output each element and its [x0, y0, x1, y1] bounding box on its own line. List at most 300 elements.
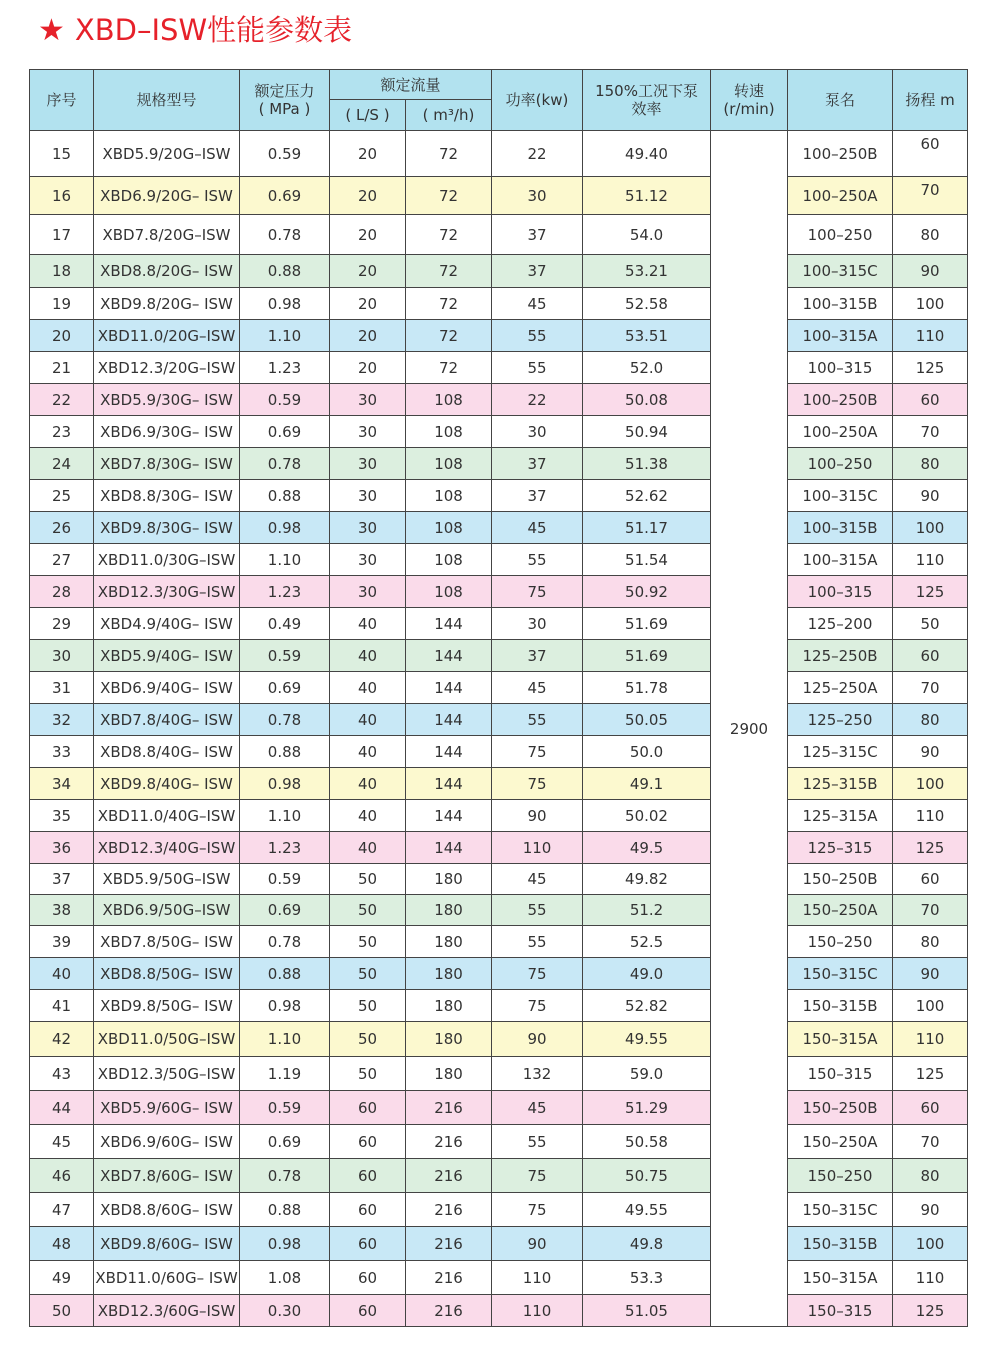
cell-mpa: 0.78: [240, 1159, 330, 1193]
table-row: [30, 320, 968, 352]
cell-m3h: 216: [406, 1159, 492, 1193]
cell-head: 125: [893, 1057, 968, 1091]
cell-m3h: 216: [406, 1091, 492, 1125]
cell-no: 18: [30, 255, 94, 288]
header-head: 扬程 m: [893, 70, 968, 131]
cell-pump: 100–250: [788, 215, 893, 255]
cell-no: 35: [30, 800, 94, 832]
table-row: [30, 1057, 968, 1091]
cell-eff: 59.0: [583, 1057, 711, 1091]
cell-m3h: 216: [406, 1295, 492, 1327]
cell-model: XBD6.9/30G– ISW: [94, 416, 240, 448]
cell-no: 38: [30, 895, 94, 926]
cell-head: 60: [893, 131, 968, 177]
cell-eff: 49.55: [583, 1022, 711, 1057]
cell-model: XBD9.8/40G– ISW: [94, 768, 240, 800]
cell-eff: 49.5: [583, 832, 711, 864]
cell-no: 42: [30, 1022, 94, 1057]
cell-m3h: 108: [406, 416, 492, 448]
cell-no: 16: [30, 177, 94, 215]
cell-kw: 45: [492, 512, 583, 544]
cell-model: XBD8.8/20G– ISW: [94, 255, 240, 288]
cell-kw: 37: [492, 480, 583, 512]
cell-ls: 30: [330, 448, 406, 480]
cell-pump: 100–315B: [788, 512, 893, 544]
cell-kw: 90: [492, 1022, 583, 1057]
cell-head: 100: [893, 1227, 968, 1261]
cell-model: XBD12.3/50G–ISW: [94, 1057, 240, 1091]
cell-no: 31: [30, 672, 94, 704]
cell-m3h: 144: [406, 704, 492, 736]
cell-pump: 150–250: [788, 926, 893, 958]
cell-m3h: 180: [406, 990, 492, 1022]
cell-m3h: 180: [406, 895, 492, 926]
header-pump: 泵名: [788, 70, 893, 131]
cell-model: XBD8.8/40G– ISW: [94, 736, 240, 768]
cell-head: 70: [893, 895, 968, 926]
cell-mpa: 0.78: [240, 926, 330, 958]
cell-head: 60: [893, 640, 968, 672]
cell-head: 70: [893, 1125, 968, 1159]
cell-mpa: 0.69: [240, 672, 330, 704]
cell-pump: 100–315: [788, 352, 893, 384]
cell-kw: 75: [492, 1193, 583, 1227]
cell-pump: 100–315: [788, 576, 893, 608]
cell-eff: 52.5: [583, 926, 711, 958]
cell-pump: 100–315A: [788, 544, 893, 576]
cell-kw: 75: [492, 736, 583, 768]
cell-pump: 125–250: [788, 704, 893, 736]
cell-no: 26: [30, 512, 94, 544]
cell-kw: 37: [492, 640, 583, 672]
header-eff-line1: 150%工况下泵: [595, 82, 698, 100]
cell-pump: 150–250B: [788, 1091, 893, 1125]
cell-no: 47: [30, 1193, 94, 1227]
cell-head: 70: [893, 416, 968, 448]
cell-mpa: 0.98: [240, 1227, 330, 1261]
cell-ls: 50: [330, 1057, 406, 1091]
table-row: [30, 416, 968, 448]
cell-no: 29: [30, 608, 94, 640]
table-row: [30, 800, 968, 832]
cell-model: XBD9.8/60G– ISW: [94, 1227, 240, 1261]
cell-kw: 37: [492, 448, 583, 480]
cell-pump: 150–315: [788, 1057, 893, 1091]
cell-head: 70: [893, 672, 968, 704]
table-row: [30, 131, 968, 177]
cell-no: 25: [30, 480, 94, 512]
header-pressure: [240, 70, 330, 131]
table-row: [30, 958, 968, 990]
cell-ls: 40: [330, 672, 406, 704]
cell-pump: 150–250B: [788, 864, 893, 895]
cell-no: 41: [30, 990, 94, 1022]
cell-head: 125: [893, 576, 968, 608]
cell-model: XBD9.8/30G– ISW: [94, 512, 240, 544]
cell-mpa: 0.69: [240, 1125, 330, 1159]
cell-mpa: 0.88: [240, 255, 330, 288]
cell-kw: 110: [492, 1295, 583, 1327]
cell-head: 80: [893, 926, 968, 958]
table-row: [30, 1295, 968, 1327]
cell-speed: [711, 131, 788, 1327]
spec-table: [29, 69, 968, 1327]
cell-ls: 40: [330, 768, 406, 800]
cell-kw: 55: [492, 352, 583, 384]
cell-mpa: 0.59: [240, 1091, 330, 1125]
table-row: [30, 990, 968, 1022]
cell-mpa: 0.88: [240, 958, 330, 990]
table-row: [30, 255, 968, 288]
cell-eff: 51.69: [583, 608, 711, 640]
cell-ls: 30: [330, 480, 406, 512]
cell-pump: 150–315B: [788, 1227, 893, 1261]
cell-pump: 100–250B: [788, 131, 893, 177]
cell-pump: 100–250B: [788, 384, 893, 416]
cell-pump: 150–315C: [788, 958, 893, 990]
cell-model: XBD6.9/40G– ISW: [94, 672, 240, 704]
cell-kw: 45: [492, 672, 583, 704]
cell-no: 17: [30, 215, 94, 255]
speed-value: 2900: [729, 719, 769, 738]
cell-m3h: 108: [406, 576, 492, 608]
table-row: [30, 177, 968, 215]
cell-kw: 55: [492, 895, 583, 926]
table-row: [30, 1159, 968, 1193]
cell-eff: 49.55: [583, 1193, 711, 1227]
cell-kw: 55: [492, 544, 583, 576]
cell-kw: 22: [492, 384, 583, 416]
cell-ls: 50: [330, 990, 406, 1022]
cell-eff: 51.2: [583, 895, 711, 926]
cell-no: 36: [30, 832, 94, 864]
cell-m3h: 216: [406, 1261, 492, 1295]
cell-head: 90: [893, 255, 968, 288]
cell-kw: 90: [492, 1227, 583, 1261]
cell-ls: 60: [330, 1193, 406, 1227]
header-power: 功率(kw): [492, 70, 583, 131]
cell-ls: 50: [330, 864, 406, 895]
cell-mpa: 0.59: [240, 384, 330, 416]
cell-ls: 40: [330, 800, 406, 832]
cell-mpa: 0.69: [240, 895, 330, 926]
cell-eff: 49.0: [583, 958, 711, 990]
table-row: [30, 832, 968, 864]
cell-head: 60: [893, 384, 968, 416]
cell-pump: 125–200: [788, 608, 893, 640]
cell-pump: 100–315A: [788, 320, 893, 352]
cell-no: 19: [30, 288, 94, 320]
cell-kw: 55: [492, 320, 583, 352]
cell-eff: 49.8: [583, 1227, 711, 1261]
cell-mpa: 0.98: [240, 768, 330, 800]
cell-m3h: 180: [406, 1022, 492, 1057]
cell-eff: 50.08: [583, 384, 711, 416]
cell-mpa: 1.10: [240, 544, 330, 576]
cell-ls: 60: [330, 1227, 406, 1261]
table-row: [30, 448, 968, 480]
cell-ls: 30: [330, 576, 406, 608]
cell-model: XBD8.8/50G– ISW: [94, 958, 240, 990]
cell-m3h: 216: [406, 1125, 492, 1159]
cell-m3h: 72: [406, 288, 492, 320]
cell-model: XBD8.8/60G– ISW: [94, 1193, 240, 1227]
cell-model: XBD7.8/50G– ISW: [94, 926, 240, 958]
cell-model: XBD9.8/20G– ISW: [94, 288, 240, 320]
cell-no: 33: [30, 736, 94, 768]
cell-ls: 50: [330, 1022, 406, 1057]
cell-model: XBD6.9/20G– ISW: [94, 177, 240, 215]
cell-ls: 20: [330, 215, 406, 255]
cell-head: 125: [893, 1295, 968, 1327]
cell-m3h: 144: [406, 640, 492, 672]
cell-m3h: 72: [406, 131, 492, 177]
cell-ls: 40: [330, 736, 406, 768]
cell-ls: 60: [330, 1261, 406, 1295]
cell-ls: 60: [330, 1295, 406, 1327]
cell-kw: 90: [492, 800, 583, 832]
header-eff-line2: 效率: [631, 100, 662, 118]
cell-kw: 75: [492, 576, 583, 608]
cell-kw: 30: [492, 416, 583, 448]
cell-eff: 53.21: [583, 255, 711, 288]
table-row: [30, 608, 968, 640]
cell-pump: 150–250A: [788, 895, 893, 926]
cell-pump: 125–315A: [788, 800, 893, 832]
cell-mpa: 0.88: [240, 736, 330, 768]
cell-pump: 150–315A: [788, 1261, 893, 1295]
cell-pump: 150–315: [788, 1295, 893, 1327]
cell-pump: 100–315C: [788, 480, 893, 512]
cell-mpa: 0.59: [240, 131, 330, 177]
cell-no: 44: [30, 1091, 94, 1125]
cell-eff: 52.62: [583, 480, 711, 512]
cell-kw: 30: [492, 608, 583, 640]
cell-eff: 52.82: [583, 990, 711, 1022]
cell-eff: 51.54: [583, 544, 711, 576]
cell-mpa: 0.59: [240, 640, 330, 672]
cell-m3h: 216: [406, 1193, 492, 1227]
cell-m3h: 144: [406, 608, 492, 640]
cell-mpa: 0.49: [240, 608, 330, 640]
cell-eff: 51.05: [583, 1295, 711, 1327]
cell-head: 90: [893, 1193, 968, 1227]
cell-ls: 30: [330, 384, 406, 416]
cell-model: XBD5.9/40G– ISW: [94, 640, 240, 672]
cell-no: 34: [30, 768, 94, 800]
cell-eff: 50.94: [583, 416, 711, 448]
cell-m3h: 144: [406, 672, 492, 704]
cell-ls: 60: [330, 1091, 406, 1125]
cell-pump: 100–315B: [788, 288, 893, 320]
cell-eff: 54.0: [583, 215, 711, 255]
cell-m3h: 144: [406, 800, 492, 832]
cell-ls: 30: [330, 544, 406, 576]
cell-no: 49: [30, 1261, 94, 1295]
cell-model: XBD11.0/50G–ISW: [94, 1022, 240, 1057]
table-row: [30, 384, 968, 416]
cell-head: 125: [893, 832, 968, 864]
cell-ls: 20: [330, 320, 406, 352]
cell-ls: 50: [330, 926, 406, 958]
cell-head: 70: [893, 177, 968, 215]
header-no: 序号: [30, 70, 94, 131]
cell-ls: 40: [330, 640, 406, 672]
table-row: [30, 768, 968, 800]
cell-head: 100: [893, 990, 968, 1022]
cell-ls: 50: [330, 958, 406, 990]
cell-ls: 40: [330, 832, 406, 864]
cell-mpa: 0.98: [240, 512, 330, 544]
cell-ls: 60: [330, 1125, 406, 1159]
cell-mpa: 1.10: [240, 800, 330, 832]
cell-model: XBD11.0/60G– ISW: [94, 1261, 240, 1295]
cell-head: 80: [893, 215, 968, 255]
cell-kw: 55: [492, 1125, 583, 1159]
cell-head: 125: [893, 352, 968, 384]
cell-no: 50: [30, 1295, 94, 1327]
header-speed-line2: (r/min): [723, 100, 775, 118]
cell-head: 60: [893, 864, 968, 895]
cell-no: 39: [30, 926, 94, 958]
cell-model: XBD11.0/30G–ISW: [94, 544, 240, 576]
table-row: [30, 288, 968, 320]
cell-m3h: 180: [406, 1057, 492, 1091]
cell-kw: 45: [492, 288, 583, 320]
table-row: [30, 480, 968, 512]
cell-eff: 53.3: [583, 1261, 711, 1295]
cell-model: XBD12.3/30G–ISW: [94, 576, 240, 608]
table-row: [30, 864, 968, 895]
cell-head: 110: [893, 544, 968, 576]
cell-pump: 125–250B: [788, 640, 893, 672]
cell-eff: 50.92: [583, 576, 711, 608]
cell-mpa: 0.98: [240, 288, 330, 320]
cell-model: XBD5.9/20G–ISW: [94, 131, 240, 177]
cell-head: 110: [893, 320, 968, 352]
cell-ls: 30: [330, 416, 406, 448]
cell-kw: 45: [492, 864, 583, 895]
cell-kw: 110: [492, 1261, 583, 1295]
cell-no: 28: [30, 576, 94, 608]
cell-no: 45: [30, 1125, 94, 1159]
cell-m3h: 108: [406, 512, 492, 544]
cell-ls: 40: [330, 704, 406, 736]
cell-pump: 125–315B: [788, 768, 893, 800]
cell-kw: 75: [492, 1159, 583, 1193]
cell-kw: 37: [492, 215, 583, 255]
cell-head: 90: [893, 736, 968, 768]
cell-eff: 51.29: [583, 1091, 711, 1125]
cell-ls: 50: [330, 895, 406, 926]
cell-pump: 150–315A: [788, 1022, 893, 1057]
cell-eff: 52.58: [583, 288, 711, 320]
cell-ls: 20: [330, 352, 406, 384]
header-efficiency: [583, 70, 711, 131]
table-body: [30, 131, 968, 1327]
cell-kw: 132: [492, 1057, 583, 1091]
cell-mpa: 1.23: [240, 832, 330, 864]
cell-eff: 51.69: [583, 640, 711, 672]
cell-ls: 40: [330, 608, 406, 640]
cell-eff: 49.1: [583, 768, 711, 800]
cell-no: 22: [30, 384, 94, 416]
cell-head: 110: [893, 800, 968, 832]
star-icon: ★: [38, 13, 65, 48]
cell-mpa: 0.88: [240, 480, 330, 512]
cell-no: 30: [30, 640, 94, 672]
cell-model: XBD5.9/60G– ISW: [94, 1091, 240, 1125]
cell-model: XBD6.9/60G– ISW: [94, 1125, 240, 1159]
cell-head: 80: [893, 448, 968, 480]
header-flow: 额定流量: [330, 70, 492, 100]
cell-kw: 75: [492, 990, 583, 1022]
cell-m3h: 144: [406, 832, 492, 864]
cell-pump: 100–315C: [788, 255, 893, 288]
cell-eff: 50.58: [583, 1125, 711, 1159]
cell-eff: 51.17: [583, 512, 711, 544]
cell-model: XBD12.3/60G–ISW: [94, 1295, 240, 1327]
table-row: [30, 544, 968, 576]
cell-model: XBD7.8/60G– ISW: [94, 1159, 240, 1193]
cell-m3h: 72: [406, 255, 492, 288]
header-flow-m3h: ( m³/h): [406, 100, 492, 131]
cell-m3h: 216: [406, 1227, 492, 1261]
header-model: 规格型号: [94, 70, 240, 131]
cell-head: 100: [893, 512, 968, 544]
table-row: [30, 1125, 968, 1159]
cell-pump: 150–250: [788, 1159, 893, 1193]
cell-mpa: 1.08: [240, 1261, 330, 1295]
cell-pump: 125–315: [788, 832, 893, 864]
cell-no: 24: [30, 448, 94, 480]
table-row: [30, 512, 968, 544]
table-row: [30, 704, 968, 736]
cell-pump: 100–250A: [788, 416, 893, 448]
cell-mpa: 0.98: [240, 990, 330, 1022]
cell-no: 15: [30, 131, 94, 177]
cell-pump: 150–250A: [788, 1125, 893, 1159]
cell-m3h: 72: [406, 352, 492, 384]
cell-model: XBD7.8/30G– ISW: [94, 448, 240, 480]
cell-ls: 20: [330, 177, 406, 215]
header-flow-ls: ( L/S ): [330, 100, 406, 131]
table-row: [30, 895, 968, 926]
cell-model: XBD7.8/40G– ISW: [94, 704, 240, 736]
cell-model: XBD11.0/40G–ISW: [94, 800, 240, 832]
table-row: [30, 640, 968, 672]
cell-ls: 20: [330, 255, 406, 288]
cell-m3h: 108: [406, 544, 492, 576]
cell-m3h: 180: [406, 926, 492, 958]
cell-kw: 37: [492, 255, 583, 288]
cell-no: 37: [30, 864, 94, 895]
cell-ls: 20: [330, 288, 406, 320]
cell-no: 21: [30, 352, 94, 384]
cell-head: 80: [893, 1159, 968, 1193]
cell-no: 48: [30, 1227, 94, 1261]
cell-eff: 51.38: [583, 448, 711, 480]
cell-mpa: 0.69: [240, 177, 330, 215]
cell-pump: 125–315C: [788, 736, 893, 768]
cell-mpa: 1.23: [240, 352, 330, 384]
cell-model: XBD6.9/50G–ISW: [94, 895, 240, 926]
cell-m3h: 180: [406, 958, 492, 990]
table-header: [30, 70, 968, 131]
cell-no: 27: [30, 544, 94, 576]
header-pressure-line2: ( MPa ): [258, 100, 311, 118]
cell-mpa: 0.88: [240, 1193, 330, 1227]
